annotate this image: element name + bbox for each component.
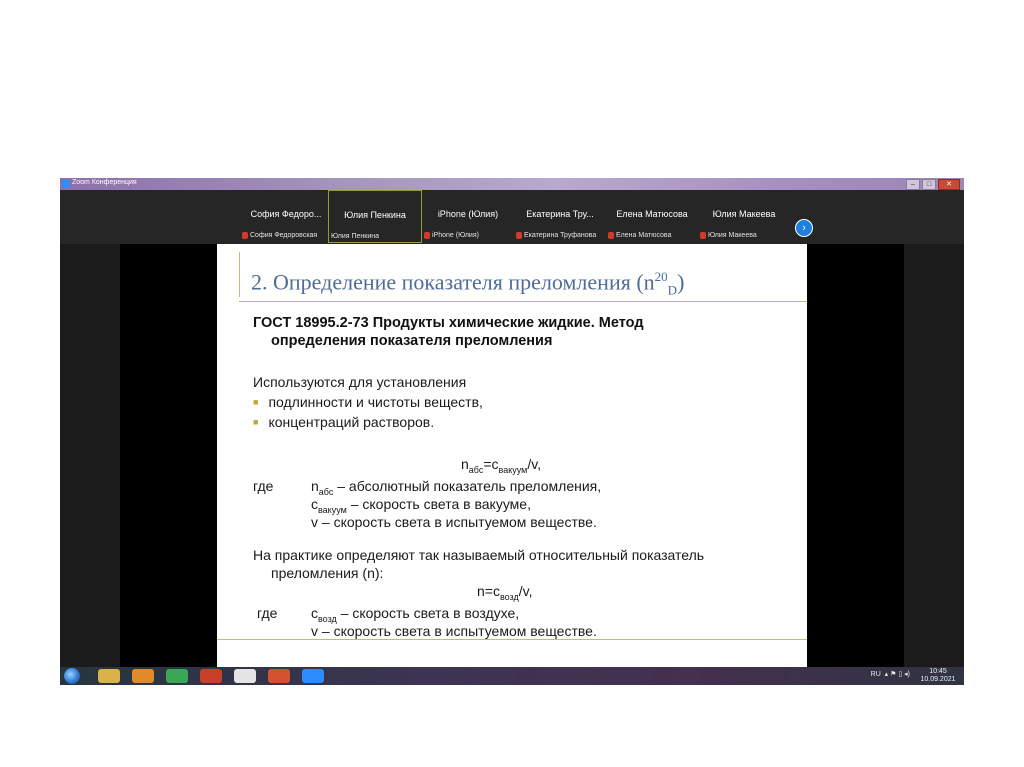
participant-tile[interactable]	[240, 190, 332, 242]
slide-decor-vertical-line	[239, 252, 240, 297]
muted-mic-icon	[516, 232, 522, 239]
participant-name: София Федоро...	[250, 209, 322, 219]
start-button[interactable]	[64, 668, 80, 684]
definition-v: v – скорость света в испытуемом веществе.	[311, 514, 597, 530]
clock-time: 10:45	[929, 668, 947, 675]
participant-tile[interactable]	[698, 190, 790, 242]
participant-label: iPhone (Юлия)	[432, 232, 479, 239]
system-tray: RU ▴ ⚑ ▯ ◂)	[870, 671, 910, 678]
clock-date: 10.09.2021	[920, 676, 956, 683]
participant-label: Юлия Макеева	[708, 232, 757, 239]
slide-decor-horizontal-line	[239, 301, 807, 302]
app-red-icon[interactable]	[200, 669, 222, 683]
next-participants-button[interactable]	[795, 219, 813, 237]
language-indicator[interactable]: RU	[870, 671, 881, 678]
bullet-item: ■ концентраций растворов.	[253, 414, 435, 430]
participant-name: Юлия Пенкина	[344, 210, 406, 220]
muted-mic-icon	[424, 232, 430, 239]
participant-tile[interactable]	[422, 190, 514, 242]
slide-title: 2. Определение показателя преломления $(n^{20}_D)$	[251, 269, 685, 298]
media-player-icon[interactable]	[132, 669, 154, 683]
close-button[interactable]: ✕	[938, 179, 960, 190]
zoom-icon[interactable]	[302, 669, 324, 683]
used-for-text: Используются для установления	[253, 374, 467, 390]
participant-name: Юлия Макеева	[712, 209, 776, 219]
muted-mic-icon	[700, 232, 706, 239]
gost-line-2: определения показателя преломления	[271, 333, 553, 349]
bullet-icon: ■	[253, 397, 259, 407]
where-label: где	[253, 478, 274, 494]
bullet-icon: ■	[253, 417, 259, 427]
where-label: где	[257, 605, 278, 621]
participant-name: iPhone (Юлия)	[437, 209, 499, 219]
formula-relative: $n=c_{возд}/v$,	[477, 583, 533, 602]
bullet-item: ■ подлинности и чистоты веществ,	[253, 394, 483, 410]
participant-label: София Федоровская	[250, 232, 318, 239]
zoom-icon	[62, 180, 70, 188]
zoom-window	[60, 178, 964, 685]
folder-icon[interactable]	[98, 669, 120, 683]
shared-slide	[217, 244, 807, 667]
definition-n-abs: $n_{абс}$ – абсолютный показатель преломления,	[311, 478, 602, 497]
yandex-browser-icon[interactable]	[234, 669, 256, 683]
windows-taskbar	[60, 667, 964, 685]
definition-c-vacuum: $c_{вакуум}$ – скорость света в вакууме,	[311, 496, 531, 515]
participant-label: Елена Матюсова	[616, 232, 672, 239]
powerpoint-icon[interactable]	[268, 669, 290, 683]
chrome-icon[interactable]	[166, 669, 188, 683]
participant-name: Екатерина Тру...	[526, 209, 594, 219]
gost-line-1: ГОСТ 18995.2-73 Продукты химические жидкие. Метод	[253, 315, 644, 331]
definition-v: v – скорость света в испытуемом веществе.	[311, 623, 597, 639]
muted-mic-icon	[608, 232, 614, 239]
chevron-right-icon: ›	[802, 222, 806, 234]
participant-label: Екатерина Труфанова	[524, 232, 597, 239]
participants-strip	[60, 190, 964, 244]
muted-mic-icon	[242, 232, 248, 239]
formula-absolute: $n_{абс}=c_{вакуум}/v$,	[461, 456, 542, 475]
maximize-button[interactable]: □	[922, 179, 936, 190]
window-controls	[906, 179, 960, 190]
definition-c-air: $c_{возд}$ – скорость света в воздухе,	[311, 605, 520, 624]
practice-line-2: преломления (n):	[271, 565, 384, 581]
clock[interactable]	[918, 668, 958, 684]
participant-label: Юлия Пенкина	[331, 233, 380, 240]
participant-name: Елена Матюсова	[616, 209, 688, 219]
participant-tile-active[interactable]	[328, 190, 422, 243]
title-bar	[60, 178, 964, 190]
window-title: Zoom Конференция	[72, 179, 137, 186]
minimize-button[interactable]: –	[906, 179, 920, 190]
slide-decor-bottom-line	[217, 639, 807, 640]
participant-tile[interactable]	[514, 190, 606, 242]
participant-tile[interactable]	[606, 190, 698, 242]
practice-line-1: На практике определяют так называемый относительный показатель	[253, 547, 705, 563]
